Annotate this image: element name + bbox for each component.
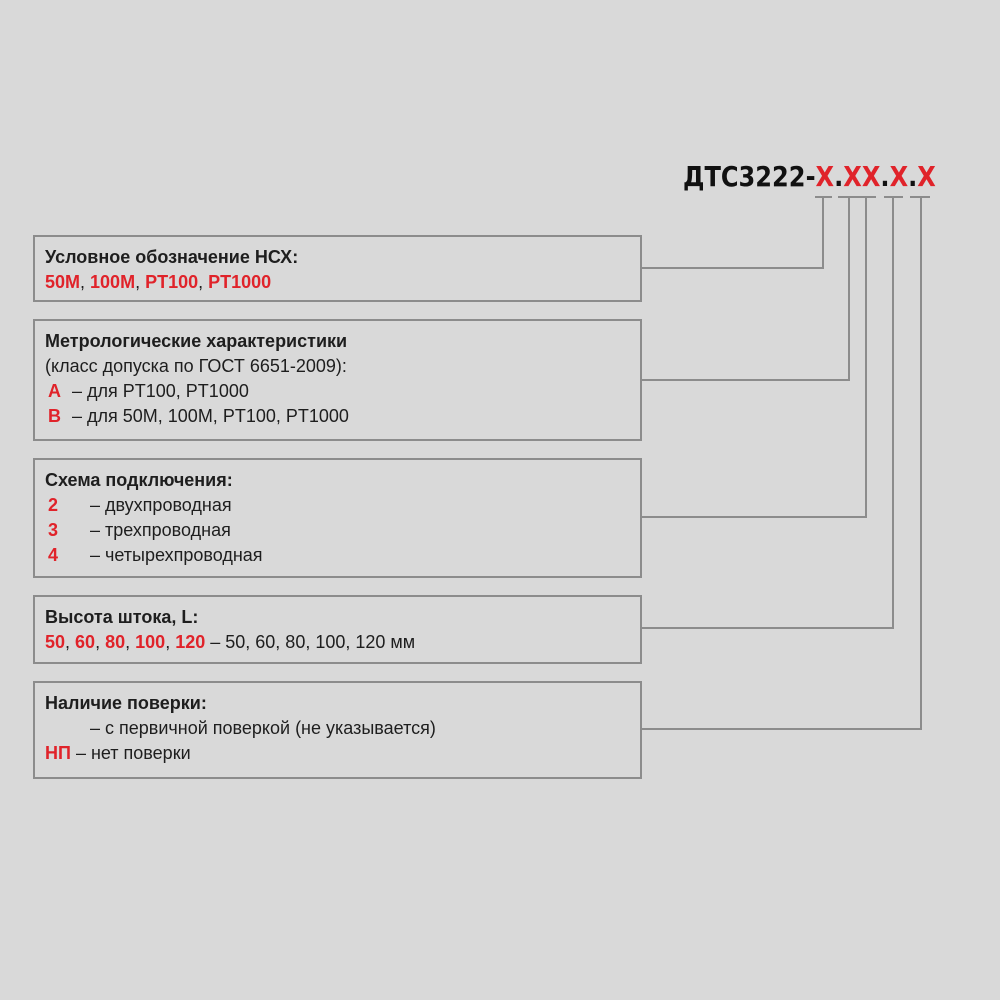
height-text: – 50, 60, 80, 100, 120 мм (205, 632, 416, 652)
metro-code: B (48, 406, 61, 426)
verif-text: – нет поверки (70, 743, 191, 763)
separator: , (65, 632, 76, 652)
metro-text: – для 50М, 100М, PT100, PT1000 (67, 406, 349, 426)
separator: , (198, 272, 209, 292)
leader-verif (642, 197, 921, 729)
height-title: Высота штока, L: (45, 607, 199, 627)
code-x4: X (917, 160, 936, 193)
scheme-title: Схема подключения: (45, 470, 233, 490)
scheme-text: – четырехпроводная (90, 545, 263, 565)
separator: , (95, 632, 106, 652)
metro-code: A (48, 381, 61, 401)
height-option: 80 (105, 632, 126, 652)
scheme-code: 3 (48, 520, 59, 540)
scheme-code: 2 (48, 495, 59, 515)
height-option: 50 (45, 632, 66, 652)
nsx-option: PT100 (145, 272, 199, 292)
separator: , (80, 272, 91, 292)
nsx-option: 100М (90, 272, 136, 292)
height-option: 120 (175, 632, 206, 652)
scheme-text: – двухпроводная (90, 495, 232, 515)
leader-scheme (642, 197, 866, 517)
verif-text: – с первичной поверкой (не указывается) (90, 718, 436, 738)
scheme-text: – трехпроводная (90, 520, 231, 540)
leader-metro (642, 197, 849, 380)
leader-nsx (642, 197, 823, 268)
metro-item (45, 379, 630, 404)
nsx-options (45, 270, 630, 295)
separator: , (165, 632, 176, 652)
code-dot: . (908, 160, 918, 193)
nsx-option: PT1000 (208, 272, 272, 292)
verif-item (45, 716, 630, 741)
verif-box (33, 681, 642, 779)
height-option: 100 (135, 632, 166, 652)
nsx-title: Условное обозначение НСХ: (45, 247, 299, 267)
height-box (33, 595, 642, 664)
scheme-item (45, 493, 630, 518)
scheme-item (45, 543, 630, 568)
metro-text: – для PT100, PT1000 (67, 381, 249, 401)
metro-item (45, 404, 630, 429)
metro-title: Метрологические характеристики (45, 331, 348, 351)
code-prefix: ДТС3222- (683, 160, 816, 193)
scheme-item (45, 518, 630, 543)
leader-height (642, 197, 893, 628)
separator: , (125, 632, 136, 652)
metro-box (33, 319, 642, 441)
code-x3: X (889, 160, 909, 193)
verif-item (45, 741, 630, 766)
model-code (683, 160, 936, 193)
verif-code: НП (45, 743, 71, 763)
scheme-box (33, 458, 642, 578)
height-option: 60 (75, 632, 96, 652)
separator: , (135, 272, 146, 292)
height-options (45, 630, 630, 655)
nsx-option: 50М (45, 272, 81, 292)
scheme-code: 4 (48, 545, 59, 565)
nsx-box (33, 235, 642, 302)
code-dot: . (834, 160, 844, 193)
code-dot: . (880, 160, 890, 193)
code-x2: XX (843, 160, 881, 193)
metro-subtitle: (класс допуска по ГОСТ 6651-2009): (45, 356, 347, 376)
code-x1: X (815, 160, 835, 193)
verif-title: Наличие поверки: (45, 693, 207, 713)
